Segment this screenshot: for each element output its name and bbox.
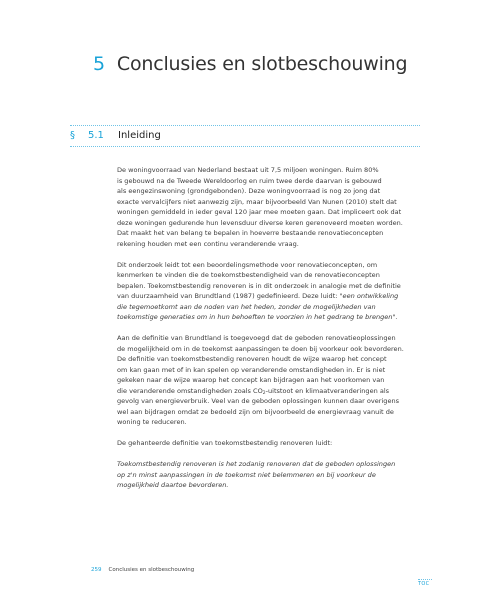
text-line: rekening houden met een continu veranderende vraag. — [117, 239, 299, 248]
body-text — [117, 165, 422, 501]
section-heading — [70, 130, 161, 141]
toc-link[interactable] — [418, 579, 432, 587]
paragraph-3 — [117, 333, 422, 428]
text-line: De gehanteerde definitie van toekomstbestendig renoveren luidt: — [117, 439, 333, 447]
text-line: De definitie van toekomstbestendig renoveren houdt de wijze waarop het concept — [117, 355, 387, 363]
definition-line: Toekomstbestendig renoveren is het zodanig renoveren dat de geboden oplossingen — [117, 460, 396, 468]
section-title: Inleiding — [118, 130, 161, 141]
text-line: als eengezinswoning (grondgebonden). Deze woningvoorraad is nog zo jong dat — [117, 187, 381, 195]
definition-line: op z'n minst aanpassingen in de toekomst niet belemmeren en bij voorkeur de — [117, 470, 376, 479]
section-number: 5.1 — [88, 130, 104, 141]
text-line: Dat maakt het van belang te bepalen in hoeverre bestaande renovatieconcepten — [117, 229, 384, 237]
text-segment: van duurzaamheid van Brundtland (1987) gedefinieerd. Deze luidt: — [117, 292, 340, 300]
text-line: Aan de definitie van Brundtland is toegevoegd dat de geboden renovatieoplossingen — [117, 334, 396, 342]
text-segment: die veranderende omstandigheden zoals CO — [117, 386, 263, 395]
text-line: woningen gemiddeld in ieder geval 120 jaar mee moeten gaan. Dat impliceert ook dat — [117, 208, 402, 216]
text-line: de mogelijkheid om in de toekomst aanpassingen te doen bij voorkeur ook bevorderen. — [117, 344, 404, 353]
text-line: deze woningen gedurende hun levensduur diverse keren gerenoveerd moeten worden. — [117, 218, 403, 227]
chapter-number: 5 — [93, 53, 105, 75]
text-line: Dit onderzoek leidt tot een beoordelingsmethode voor renovatieconcepten, om — [117, 260, 378, 269]
definition-paragraph — [117, 459, 422, 491]
page-footer — [91, 567, 194, 573]
section-rule-bottom — [70, 146, 420, 147]
subscript: 2 — [262, 390, 266, 396]
page-number: 259 — [91, 567, 102, 573]
quote-line: die tegemoetkomt aan de noden van het heden, zonder de mogelijkheden van — [117, 302, 376, 311]
text-line: De woningvoorraad van Nederland bestaat uit 7,5 miljoen woningen. Ruim 80% — [117, 166, 379, 174]
definition-line: mogelijkheid daartoe bevorderen. — [117, 481, 229, 489]
toc-label: TOC — [418, 581, 430, 587]
section-rule-top — [70, 125, 420, 126]
chapter-heading — [93, 53, 407, 75]
quote-line: toekomstige generaties om in hun behoeften te voorzien in het gedrang te brengen". — [117, 313, 398, 321]
text-line — [117, 291, 422, 302]
text-line: kenmerken te vinden die de toekomstbestendigheid van de renovatieconcepten — [117, 271, 380, 279]
toc-divider — [418, 579, 432, 580]
running-title: Conclusies en slotbeschouwing — [108, 567, 195, 573]
chapter-title: Conclusies en slotbeschouwing — [116, 53, 408, 75]
text-segment: -uitstoot en klimaatveranderingen als — [265, 386, 390, 395]
text-line: gekeken naar de wijze waarop het concept kan bijdragen aan het voorkomen van — [117, 376, 385, 384]
text-line: woning te reduceren. — [117, 418, 187, 426]
text-line: bepalen. Toekomstbestendig renoveren is in dit onderzoek in analogie met de definitie — [117, 281, 401, 290]
section-symbol: § — [70, 130, 75, 141]
text-line: gevolg van energieverbruik. Veel van de geboden oplossingen kunnen daar overigens — [117, 397, 400, 405]
text-line — [117, 386, 422, 397]
text-line: is gebouwd na de Tweede Wereldoorlog en ruim twee derde daarvan is gebouwd — [117, 176, 382, 185]
text-line: wel aan bijdragen omdat ze bedoeld zijn om bijvoorbeeld de energievraag vanuit de — [117, 407, 394, 416]
paragraph-4 — [117, 438, 422, 449]
paragraph-1 — [117, 165, 422, 249]
paragraph-2 — [117, 260, 422, 323]
text-line: exacte vervalcijfers niet aanwezig zijn, maar bijvoorbeeld Van Nunen (2010) stelt dat — [117, 197, 397, 206]
text-line: om kan gaan met of in kan spelen op veranderende omstandigheden in. Er is niet — [117, 365, 386, 374]
quote-segment: "een ontwikkeling — [339, 292, 399, 300]
